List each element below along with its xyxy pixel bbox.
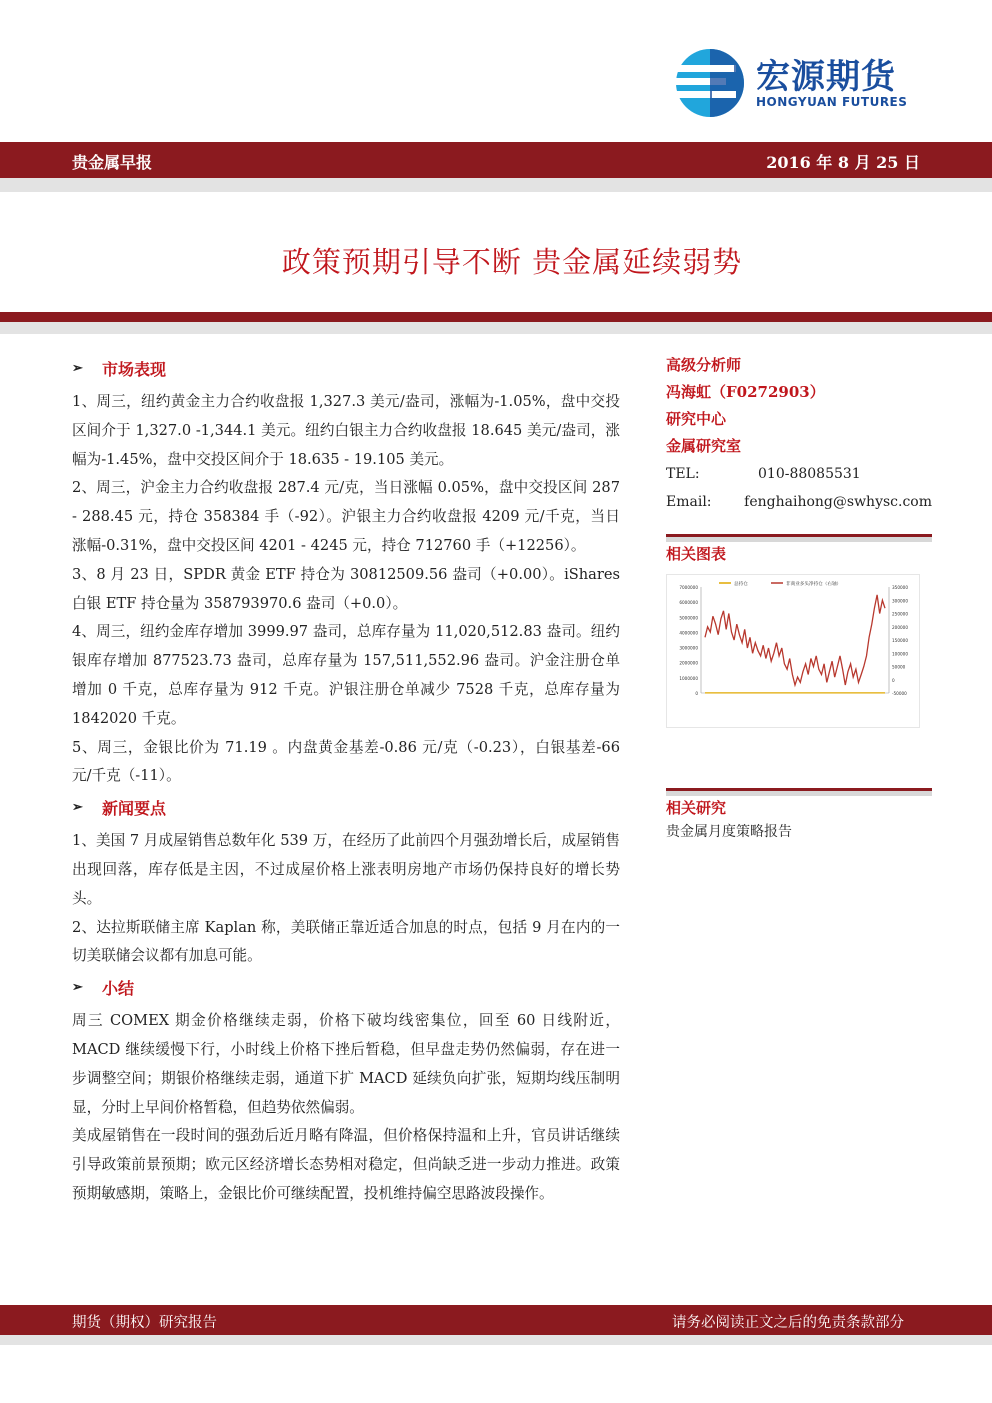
brand-logo <box>674 45 924 125</box>
right-tick-label: 150000 <box>892 638 908 643</box>
right-tick-label: 300000 <box>892 598 908 604</box>
department: 研究中心 <box>666 410 727 428</box>
email-link[interactable]: fenghaihong@swhysc.com <box>744 494 932 510</box>
paragraph: 2、周三，沪金主力合约收盘报 287.4 元/克，当日涨幅 0.05%，盘中交投区间 287 - 288.45 元，持仓 358384 手（-92）。沪银主力合约收盘报 4209 元/千克，当日涨幅-0.31%，盘中交投区间 4201 - 4245 元，持仓 712760 手（+12256）。 <box>72 479 620 554</box>
left-tick-label: 4000000 <box>679 630 698 636</box>
section-heading-market <box>72 354 620 382</box>
logo-english-text: HONGYUAN FUTURES <box>756 95 908 109</box>
section-title: 新闻要点 <box>102 798 167 818</box>
charts-heading: 相关图表 <box>666 545 727 563</box>
left-tick-label: 1000000 <box>679 675 698 681</box>
left-tick-label: 0 <box>695 691 698 696</box>
research-heading: 相关研究 <box>666 799 727 817</box>
left-tick-label: 2000000 <box>679 660 698 666</box>
footer-shade <box>0 1335 992 1345</box>
header-bar-shadow <box>0 178 992 192</box>
report-date: 2016 年 8 月 25 日 <box>766 153 920 172</box>
footer-bar <box>0 1305 992 1335</box>
paragraph: 5、周三，金银比价为 71.19 。内盘黄金基差-0.86 元/克（-0.23），白银基差-66 元/千克（-11）。 <box>72 738 620 785</box>
paragraph: 美成屋销售在一段时间的强劲后近月略有降温，但价格保持温和上升，官员讲话继续引导政策前景预期；欧元区经济增长态势相对稳定，但尚缺乏进一步动力推进。政策预期敏感期，策略上，金银比价可继续配置，投机维持偏空思路波段操作。 <box>72 1127 620 1202</box>
main-content <box>72 352 620 1209</box>
holdings-chart-svg <box>667 575 919 727</box>
tel-row <box>666 460 932 488</box>
hongyuan-logo-icon <box>674 47 746 119</box>
left-tick-label: 3000000 <box>679 645 698 651</box>
email-row <box>666 488 932 516</box>
header-bar <box>0 142 992 178</box>
section-title: 市场表现 <box>102 359 167 379</box>
paragraph: 2、达拉斯联储主席 Kaplan 称，美联储正靠近适合加息的时点，包括 9 月在内的一切美联储会议都有加息可能。 <box>72 918 620 965</box>
arrow-bullet-icon: ➢ <box>72 799 83 815</box>
footer-right-text: 请务必阅读正文之后的免责条款部分 <box>672 1315 904 1331</box>
right-tick-label: 50000 <box>892 664 906 670</box>
tel-value: 010-88085531 <box>758 466 861 482</box>
left-tick-label: 5000000 <box>679 615 698 621</box>
right-tick-label: 100000 <box>892 651 908 657</box>
right-tick-label: 350000 <box>892 585 908 590</box>
legend-label: 非商业多头净持仓（右轴） <box>786 582 842 587</box>
left-tick-label: 6000000 <box>679 600 698 606</box>
analyst-title: 高级分析师 <box>666 356 742 374</box>
email-label: Email: <box>666 494 712 510</box>
logo-chinese-text: 宏源期货 <box>756 57 896 97</box>
title-divider <box>0 312 992 322</box>
arrow-bullet-icon: ➢ <box>72 979 83 995</box>
series-line-1 <box>705 595 885 685</box>
page-title: 政策预期引导不断 贵金属延续弱势 <box>281 245 743 279</box>
holdings-chart <box>666 574 920 728</box>
analyst-name: 冯海虹（F0272903） <box>666 383 825 401</box>
section-heading-news <box>72 793 620 821</box>
footer-left-text: 期货（期权）研究报告 <box>72 1315 217 1331</box>
left-tick-label: 7000000 <box>679 585 698 590</box>
right-tick-label: 250000 <box>892 611 908 617</box>
section-heading-summary <box>72 973 620 1001</box>
paragraph: 周三 COMEX 期金价格继续走弱，价格下破均线密集位，回至 60 日线附近，MACD 继续缓慢下行，小时线上价格下挫后暂稳，但早盘走势仍然偏弱，存在进一步调整空间；期银价格继续走弱，通道下扩 MACD 延续负向扩张，短期均线压制明显，分时上早间价格暂稳，但趋势依然偏弱。 <box>72 1012 620 1116</box>
tel-label: TEL: <box>666 466 700 482</box>
right-tick-label: -50000 <box>892 691 907 696</box>
paragraph: 1、周三，纽约黄金主力合约收盘报 1,327.3 美元/盎司，涨幅为-1.05%，盘中交投区间介于 1,327.0 -1,344.1 美元。纽约白银主力合约收盘报 18.645 美元/盎司，涨幅为-1.45%，盘中交投区间介于 18.635 - 19.105 美元。 <box>72 393 620 468</box>
paragraph: 4、周三，纽约金库存增加 3999.97 盎司，总库存量为 11,020,512.83 盎司。纽约银库存增加 877523.73 盎司，总库存量为 157,511,552.96 盎司。沪金注册仓单增加 0 千克，总库存量为 912 千克。沪银注册仓单减少 7528 千克，总库存量为 1842020 千克。 <box>72 623 620 727</box>
team: 金属研究室 <box>666 437 742 455</box>
section-title: 小结 <box>102 978 135 998</box>
right-tick-label: 200000 <box>892 624 908 630</box>
sidebar <box>666 352 932 844</box>
report-category: 贵金属早报 <box>72 153 153 172</box>
paragraph: 3、8 月 23 日，SPDR 黄金 ETF 持仓为 30812509.56 盎司（+0.00）。iShares 白银 ETF 持仓量为 358793970.6 盎司（+0.0）。 <box>72 565 620 612</box>
research-link[interactable]: 贵金属月度策略报告 <box>666 824 792 840</box>
paragraph: 1、美国 7 月成屋销售总数年化 539 万，在经历了此前四个月强劲增长后，成屋销售出现回落，库存低是主因，不过成屋价格上涨表明房地产市场仍保持良好的增长势头。 <box>72 832 620 907</box>
right-tick-label: 0 <box>892 677 895 683</box>
title-divider-shadow <box>0 322 992 334</box>
legend-label: 总持仓 <box>734 582 748 587</box>
arrow-bullet-icon: ➢ <box>72 360 83 376</box>
